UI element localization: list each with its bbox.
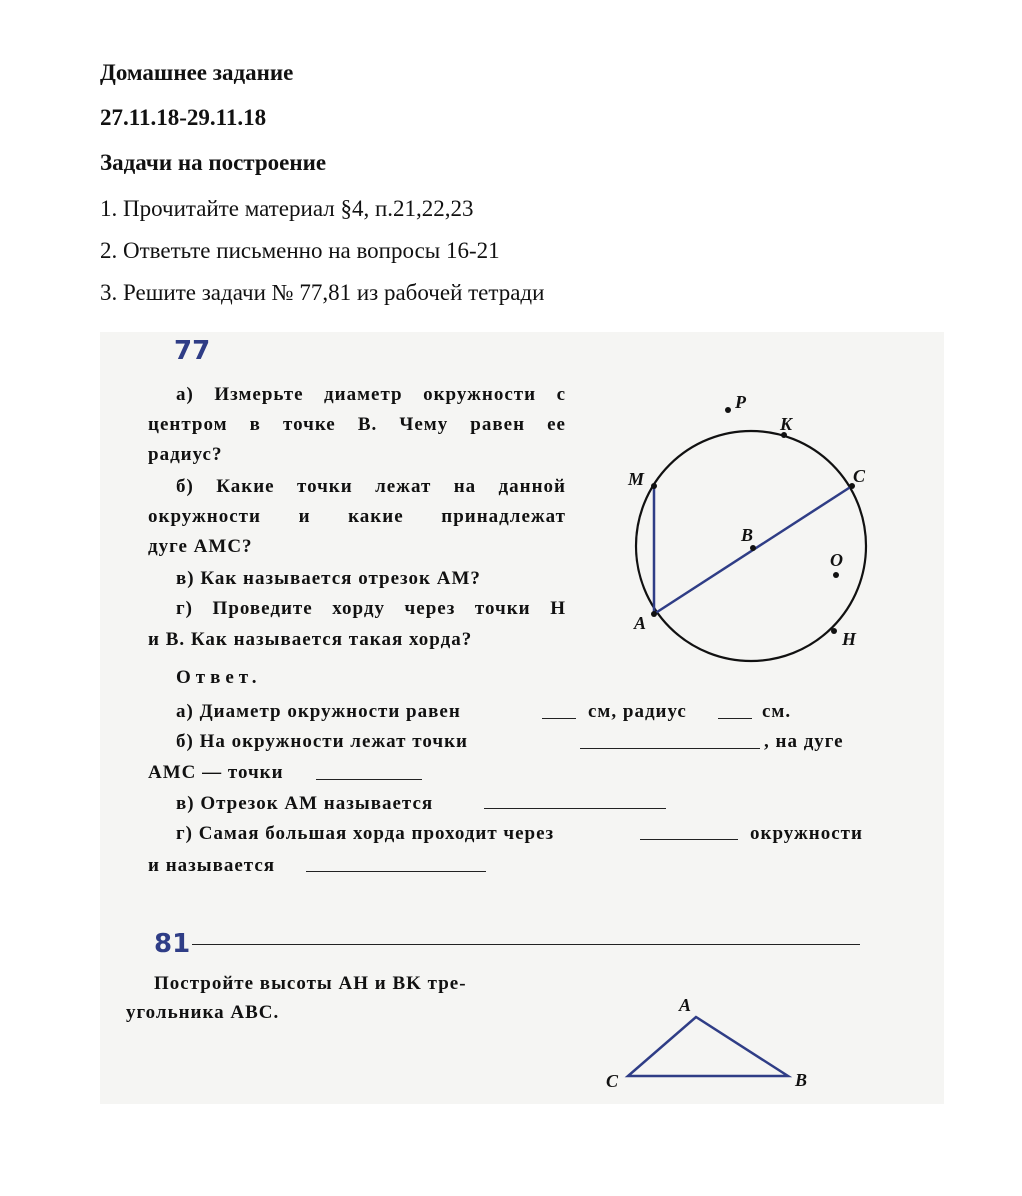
- answer-b-text-1: б) На окружности лежат точки: [176, 731, 468, 752]
- label-h: H: [842, 629, 857, 649]
- task-77-a-line-1: а) Измерьте диаметр окружности с: [176, 384, 566, 405]
- task-77-v-line: в) Как называется отрезок AM?: [176, 568, 481, 589]
- circle-figure: [627, 392, 866, 661]
- task-81-line-1: Постройте высоты AH и BK тре-: [154, 973, 467, 994]
- instruction-item-2: 2. Ответьте письменно на вопросы 16-21: [100, 238, 500, 263]
- label-m: M: [628, 469, 645, 489]
- triangle-figure: [606, 995, 807, 1091]
- point-a: [651, 611, 657, 617]
- instruction-item-3: 3. Решите задачи № 77,81 из рабочей тетради: [100, 280, 545, 305]
- date-range: 27.11.18-29.11.18: [100, 105, 267, 130]
- label-tri-b: B: [795, 1070, 808, 1090]
- answer-label: Ответ.: [176, 667, 262, 688]
- point-h: [831, 628, 837, 634]
- task-77-g-line-2: и B. Как называется такая хорда?: [148, 629, 473, 650]
- point-p: [725, 407, 731, 413]
- label-p: P: [735, 392, 746, 412]
- task-81-line-2: угольника ABC.: [126, 1002, 280, 1023]
- task-77-b-line-2: окружности и какие принадлежат: [148, 506, 566, 527]
- answer-v-text: в) Отрезок AM называется: [176, 793, 434, 814]
- label-tri-a: A: [679, 995, 692, 1015]
- task-77-number: 77: [174, 336, 211, 366]
- task-77-g-line-1: г) Проведите хорду через точки H: [176, 598, 566, 619]
- label-o: O: [830, 550, 843, 570]
- point-m: [651, 483, 657, 489]
- label-tri-c: C: [606, 1071, 619, 1091]
- task-77-a-line-2: центром в точке B. Чему равен ее: [148, 414, 566, 435]
- instruction-item-1: 1. Прочитайте материал §4, п.21,22,23: [100, 196, 474, 221]
- label-k: K: [780, 414, 793, 434]
- answer-g-text-1: г) Самая большая хорда проходит через: [176, 823, 555, 844]
- label-b: B: [741, 525, 754, 545]
- label-c: C: [853, 466, 866, 486]
- task-77-b-line-3: дуге AMC?: [148, 536, 253, 557]
- answer-g-text-2: окружности: [750, 823, 863, 844]
- task-81-number: 81: [154, 929, 191, 959]
- task-77-a-line-3: радиус?: [148, 444, 223, 465]
- answer-b-text-3: AMC — точки: [148, 762, 284, 783]
- triangle-abc: [628, 1017, 788, 1076]
- page-title: Домашнее задание: [100, 60, 294, 85]
- answer-a-text-1: а) Диаметр окружности равен: [176, 701, 461, 722]
- answer-a-text-2: см, радиус: [588, 701, 687, 722]
- point-o: [833, 572, 839, 578]
- task-77-b-line-1: б) Какие точки лежат на данной: [176, 476, 566, 497]
- topic-title: Задачи на построение: [100, 150, 327, 175]
- label-a: A: [634, 613, 647, 633]
- point-b: [750, 545, 756, 551]
- answer-b-text-2: , на дуге: [764, 731, 844, 752]
- answer-a-text-3: см.: [762, 701, 792, 722]
- answer-g-text-3: и называется: [148, 855, 276, 876]
